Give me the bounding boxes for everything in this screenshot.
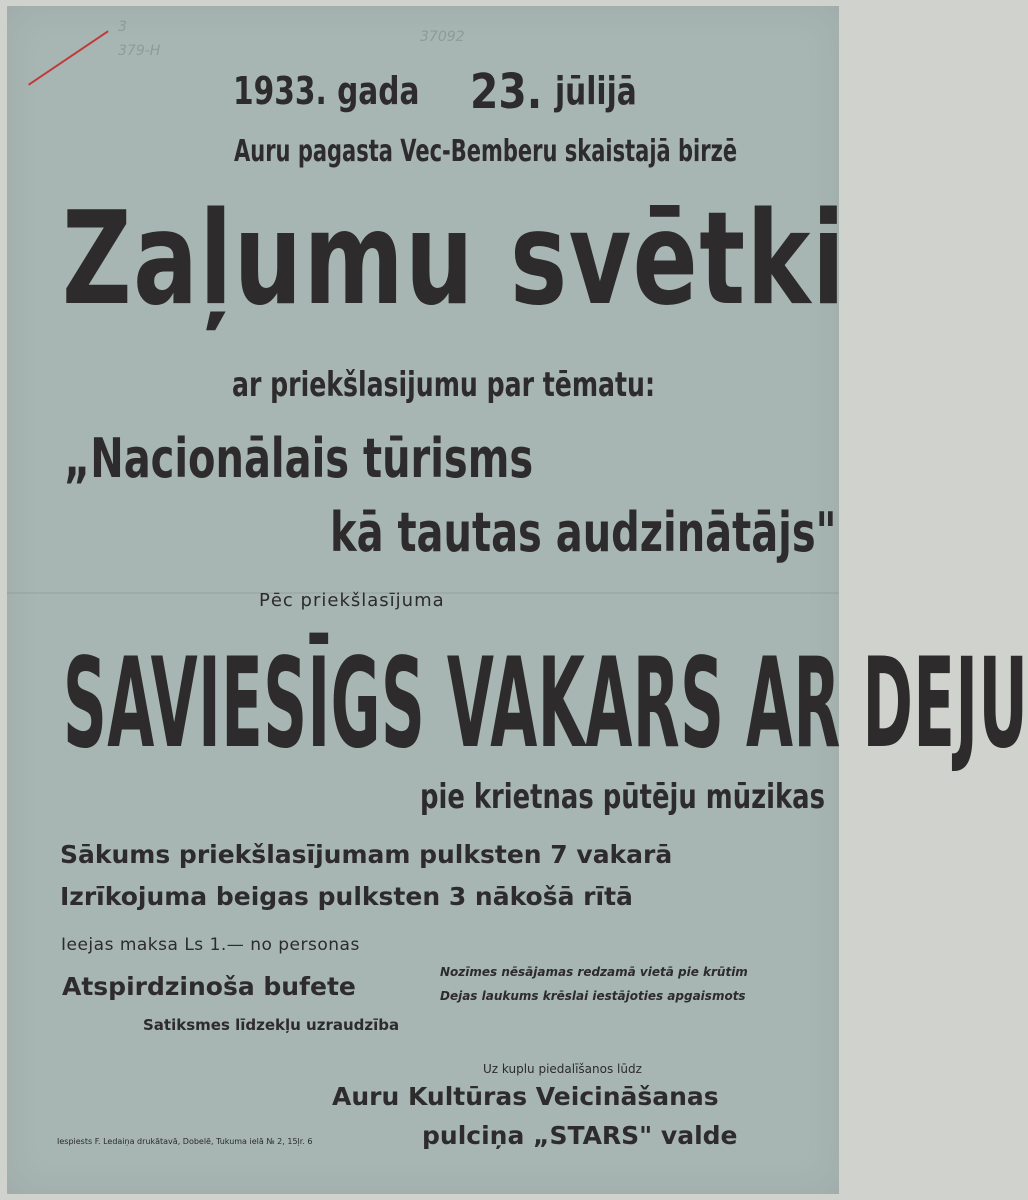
dance-floor-note: Dejas laukums krēslai iestājoties apgaismots <box>440 989 746 1003</box>
transport-text: Satiksmes līdzekļu uzraudzība <box>143 1016 400 1034</box>
event-place: Auru pagasta Vec-Bemberu skaistajā birzē <box>234 134 738 169</box>
entry-fee: Ieejas maksa Ls 1.— no personas <box>61 935 360 955</box>
plead-text: Uz kuplu piedalīšanos lūdz <box>483 1062 642 1076</box>
evening-headline: SAVIESĪGS VAKARS AR DEJU <box>63 632 1028 776</box>
music-text: pie krietnas pūtēju mūzikas <box>420 777 825 817</box>
end-time: Izrīkojuma beigas pulksten 3 nākošā rītā <box>60 882 633 911</box>
start-time: Sākums priekšlasījumam pulksten 7 vakarā <box>60 840 673 869</box>
buffet-text: Atspirdzinoša bufete <box>62 972 356 1001</box>
event-title: Zaļumu svētki <box>62 185 847 334</box>
lecture-topic-line2: kā tautas audzinātājs" <box>330 501 837 564</box>
archive-mark-2: 379-H <box>118 43 161 59</box>
badges-note: Nozīmes nēsājamas redzamā vietā pie krūtim <box>440 965 748 979</box>
organizer-line1: Auru Kultūras Veicināšanas <box>332 1082 719 1111</box>
lecture-topic-line1: „Nacionālais tūrisms <box>64 427 534 490</box>
archive-mark-1: 3 <box>118 19 127 35</box>
after-lecture-text: Pēc priekšlasījuma <box>259 590 445 611</box>
lecture-intro: ar priekšlasijumu par tēmatu: <box>232 365 656 405</box>
date-part2: jūlijā <box>555 69 637 113</box>
archive-number: 37092 <box>420 29 465 45</box>
date-day: 23. <box>470 64 543 120</box>
printer-imprint: Iespiests F. Ledaiņa drukātavā, Dobelē, Tukuma ielā № 2, 15ļr. 6 <box>57 1137 313 1146</box>
date-part1: 1933. gada <box>233 69 420 113</box>
organizer-line2: pulciņa „STARS" valde <box>422 1121 738 1150</box>
